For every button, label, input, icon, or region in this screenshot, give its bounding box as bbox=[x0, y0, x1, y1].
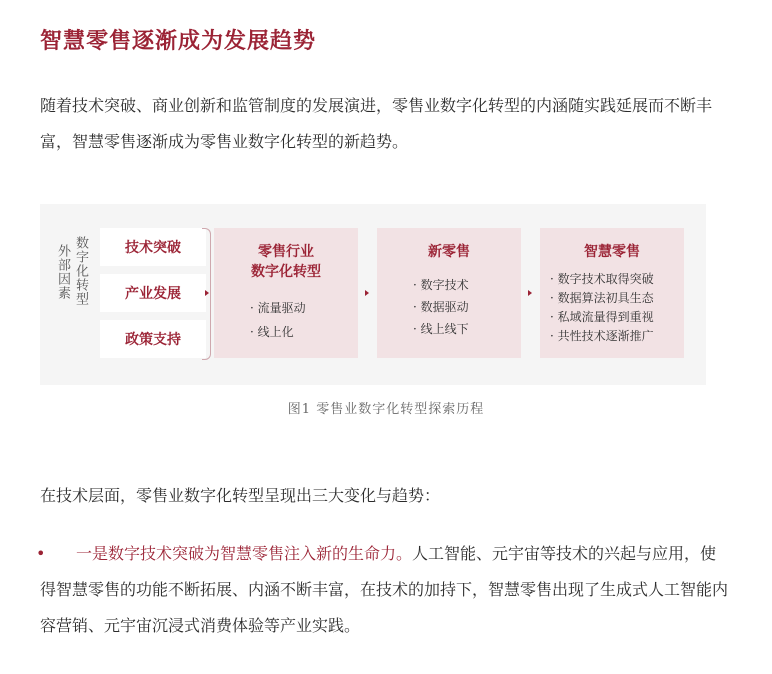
factor-tech: 技术突破 bbox=[100, 228, 206, 266]
stage-items bbox=[413, 274, 521, 340]
external-factors-label: 外部因素 bbox=[55, 244, 70, 300]
page-title: 智慧零售逐渐成为发展趋势 bbox=[40, 29, 317, 54]
arrow-icon bbox=[528, 290, 532, 296]
stage-items bbox=[550, 270, 684, 346]
stage-item: · 数字技术 bbox=[413, 278, 469, 292]
intro-paragraph: 随着技术突破、商业创新和监管制度的发展演进，零售业数字化转型的内涵随实践延展而不断丰富，智慧零售逐渐成为零售业数字化转型的新趋势。 bbox=[40, 96, 713, 151]
bullet-highlight: 一是数字技术突破为智慧零售注入新的生命力。 bbox=[76, 544, 413, 563]
arrow-icon bbox=[205, 290, 209, 296]
bullet-dot-icon: • bbox=[36, 544, 46, 563]
factor-policy: 政策支持 bbox=[100, 320, 206, 358]
stage-retail-digital bbox=[214, 228, 358, 358]
stage-smart-retail bbox=[540, 228, 684, 358]
bullet-text bbox=[40, 536, 732, 644]
stage-title-line1: 零售行业 bbox=[258, 244, 314, 260]
stage-items bbox=[250, 296, 358, 344]
stage-item: · 数据驱动 bbox=[413, 300, 469, 314]
trend-paragraph: 在技术层面，零售业数字化转型呈现出三大变化与趋势： bbox=[40, 486, 441, 505]
stage-item: · 线上化 bbox=[250, 325, 294, 339]
stage-item: · 数据算法初具生态 bbox=[550, 291, 654, 305]
arrow-icon bbox=[365, 290, 369, 296]
stage-item: · 流量驱动 bbox=[250, 301, 306, 315]
stage-title bbox=[214, 242, 358, 282]
bullet-item bbox=[36, 536, 732, 644]
stage-new-retail bbox=[377, 228, 521, 358]
digital-transform-label: 数字化转型 bbox=[73, 236, 88, 306]
figure-caption: 图1 零售业数字化转型探索历程 bbox=[287, 402, 485, 417]
stage-item: · 私域流量得到重视 bbox=[550, 310, 654, 324]
stage-title: 新零售 bbox=[428, 244, 470, 260]
figure-diagram bbox=[40, 204, 706, 385]
stage-item: · 线上线下 bbox=[413, 322, 469, 336]
factor-list bbox=[100, 228, 206, 366]
stage-title: 智慧零售 bbox=[584, 244, 640, 260]
stage-item: · 共性技术逐渐推广 bbox=[550, 329, 654, 343]
bullet-rest: 人工智能、元宇宙等技术的兴起与应用，使得智慧零售的功能不断拓展、内涵不断丰富，在技术的加持下，智慧零售出现了生成式人工智能内容营销、元宇宙沉浸式消费体验等产业实践。 bbox=[40, 544, 729, 635]
stage-item: · 数字技术取得突破 bbox=[550, 272, 654, 286]
factor-industry: 产业发展 bbox=[100, 274, 206, 312]
side-labels bbox=[54, 236, 88, 306]
stage-title-line2: 数字化转型 bbox=[251, 264, 321, 280]
